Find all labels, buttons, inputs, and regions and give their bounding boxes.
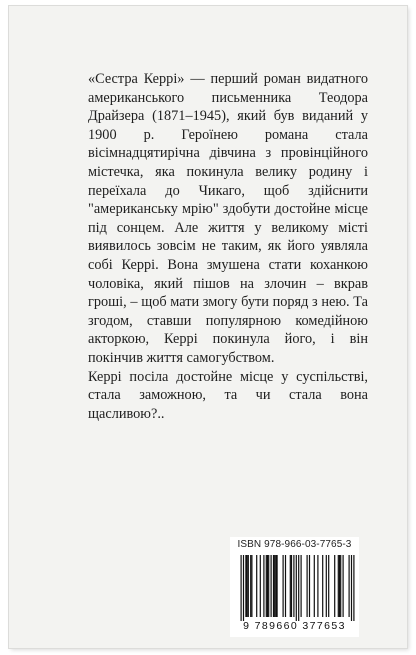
- isbn-label: ISBN 978-966-03-7765-3: [237, 539, 352, 550]
- barcode-bar: [267, 555, 268, 617]
- barcode-bar: [309, 555, 310, 617]
- barcode-bar: [271, 555, 272, 617]
- barcode-bar: [298, 555, 299, 621]
- barcode-bar: [283, 555, 284, 617]
- barcode-bar: [243, 555, 244, 621]
- barcode-bar: [326, 555, 327, 617]
- barcode-bar: [296, 555, 297, 621]
- barcode-bar: [274, 555, 275, 617]
- barcode-bar: [263, 555, 264, 617]
- barcode-bar: [353, 555, 354, 621]
- barcode-bar: [322, 555, 323, 617]
- barcode-bar: [349, 555, 350, 617]
- barcode-bar: [328, 555, 329, 617]
- barcode-bar: [317, 555, 318, 617]
- barcode-bar: [260, 555, 261, 617]
- barcode-bar: [285, 555, 286, 617]
- blurb-paragraph: Керрі посіла достойне місце у суспільстві, стала заможною, та чи стала вона щасливою?..: [88, 368, 368, 422]
- barcode-bar: [334, 555, 335, 617]
- barcode-bar: [301, 555, 302, 617]
- barcode-bar: [351, 555, 352, 621]
- barcode-bar: [248, 555, 249, 617]
- barcode-bar: [290, 555, 291, 617]
- barcode-bars: [230, 555, 359, 621]
- barcode-bar: [343, 555, 344, 617]
- barcode-digits: 9 789660 377653: [243, 620, 346, 632]
- barcode-bar: [273, 555, 274, 617]
- barcode-bar: [256, 555, 257, 617]
- barcode-bar: [268, 555, 269, 617]
- barcode-block: [230, 537, 359, 637]
- barcode-bar: [339, 555, 340, 617]
- barcode-bar: [250, 555, 251, 617]
- barcode-bar: [293, 555, 294, 617]
- barcode-bar: [291, 555, 292, 617]
- book-blurb: [88, 70, 368, 423]
- barcode-bar: [277, 555, 278, 617]
- blurb-paragraph: «Сестра Керрі» — перший роман видатного американського письменника Теодора Драйзера (1871–1945), який був виданий у 1900 р. Героїнею романа стала вісімнадцятирічна дівчина з провінційного містечка, яка покинула велику родину і переїхала до Чикаго, щоб здійснити "американську мрію" здобути достойне місце під сонцем. Але життя у великому місті виявилось зовсім не таким, як його уявляла собі Керрі. Вона змушена стати коханкою чоловіка, який пішов на злочин – вкрав гроші, – щоб мати змогу бути поряд з нею. Та згодом, ставши популярною комедійною акторкою, Керрі покинула його, і він покінчив життя самогубством.: [88, 71, 368, 366]
- barcode-bar: [314, 555, 315, 617]
- barcode-bar: [275, 555, 276, 617]
- barcode-bar: [338, 555, 339, 617]
- barcode-bar: [241, 555, 242, 621]
- barcode-bar: [307, 555, 308, 617]
- barcode-bar: [251, 555, 252, 617]
- barcode-bar: [245, 555, 246, 617]
- barcode-bar: [266, 555, 267, 617]
- barcode-bar: [340, 555, 341, 617]
- barcode-bar: [247, 555, 248, 617]
- back-cover: [9, 6, 407, 648]
